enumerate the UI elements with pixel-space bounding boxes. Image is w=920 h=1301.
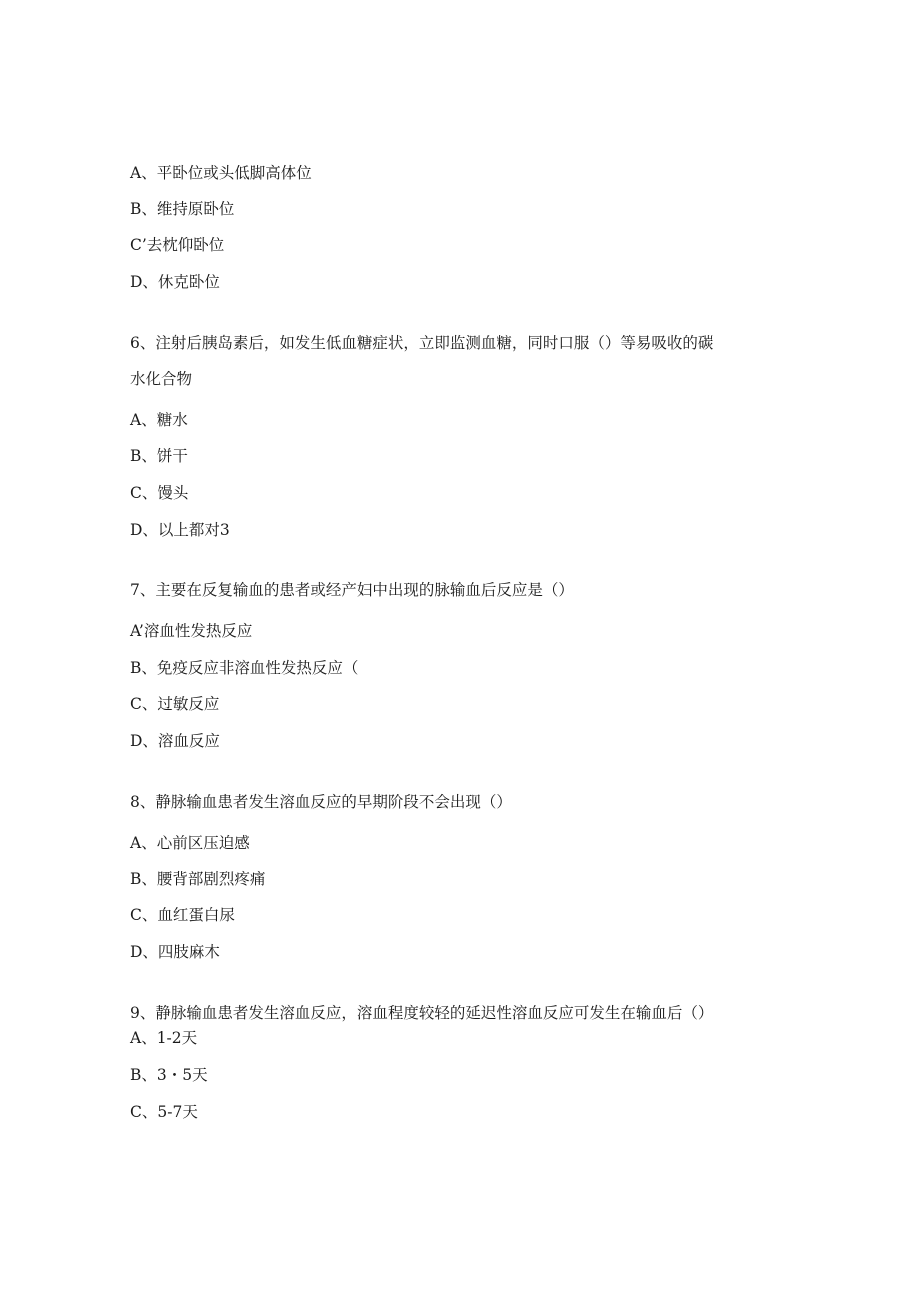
- q5-option-a: A、平卧位或头低脚高体位: [130, 164, 312, 182]
- q8-stem: 8、静脉输血患者发生溶血反应的早期阶段不会出现（）: [130, 793, 512, 811]
- q8-option-c: C、血红蛋白尿: [130, 906, 235, 924]
- q9-stem: 9、静脉输血患者发生溶血反应，溶血程度较轻的延迟性溶血反应可发生在输血后（）: [130, 1004, 714, 1022]
- q7-option-d: D、溶血反应: [130, 732, 220, 750]
- q7-option-c: C、过敏反应: [130, 695, 220, 713]
- q9-option-c: C、5-7天: [130, 1103, 198, 1121]
- q7-stem: 7、主要在反复输血的患者或经产妇中出现的脉输血后反应是（）: [130, 581, 574, 599]
- q5-option-d: D、休克卧位: [130, 273, 220, 291]
- q7-option-a: A’溶血性发热反应: [130, 622, 253, 640]
- q8-option-d: D、四肢麻木: [130, 943, 220, 961]
- q9-option-a: A、1-2天: [130, 1029, 198, 1047]
- q8-option-b: B、腰背部剧烈疼痛: [130, 870, 266, 888]
- q6-stem-line2: 水化合物: [130, 370, 193, 388]
- q9-option-b: B、3・5天: [130, 1066, 208, 1084]
- q5-option-b: B、维持原卧位: [130, 200, 235, 218]
- q5-option-c: C’去枕仰卧位: [130, 236, 225, 254]
- q7-option-b: B、免疫反应非溶血性发热反应（: [130, 659, 359, 677]
- q8-option-a: A、心前区压迫感: [130, 834, 250, 852]
- q6-option-b: B、饼干: [130, 447, 188, 465]
- q6-option-d: D、以上都对3: [130, 521, 230, 539]
- q6-option-c: C、馒头: [130, 484, 189, 502]
- q6-stem-line1: 6、注射后胰岛素后，如发生低血糖症状，立即监测血糖，同时口服（）等易吸收的碳: [130, 334, 714, 352]
- q6-option-a: A、糖水: [130, 411, 188, 429]
